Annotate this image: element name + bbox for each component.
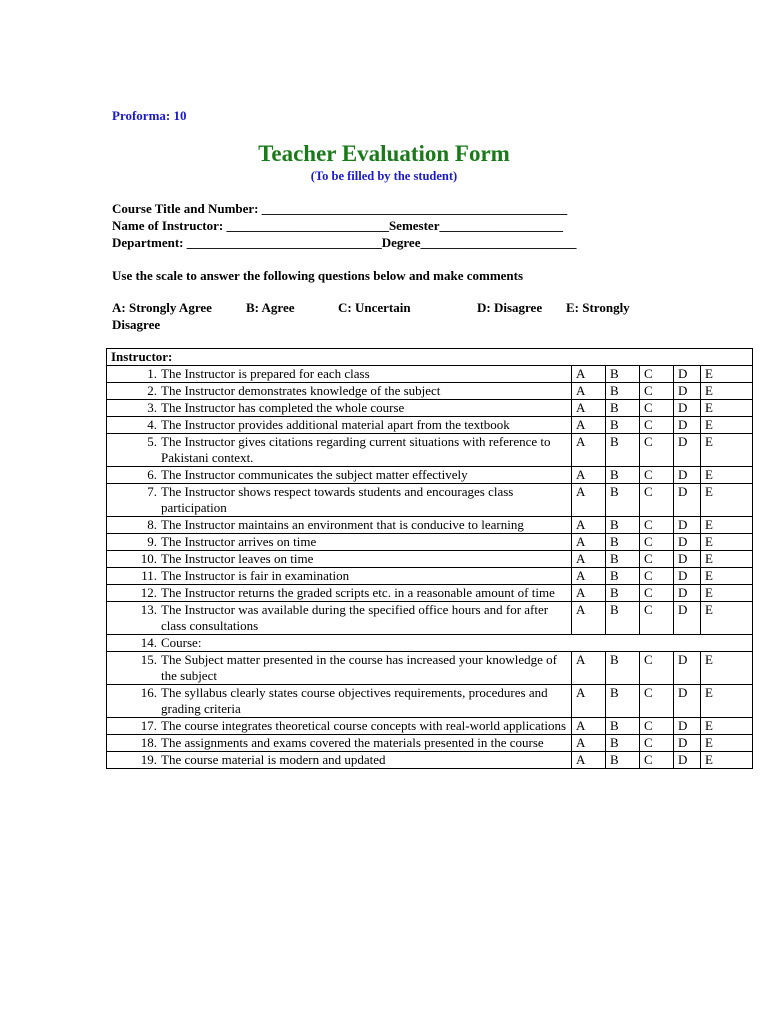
scale-a: A: Strongly Agree — [112, 300, 212, 315]
rating-scale — [112, 300, 672, 333]
question-cell — [107, 585, 572, 602]
question-text: The Instructor shows respect towards students and encourages class participation — [161, 484, 514, 515]
option-c-cell[interactable]: C — [640, 366, 674, 383]
table-row — [107, 400, 753, 417]
option-b-cell[interactable]: B — [606, 602, 640, 635]
option-e-cell[interactable]: E — [701, 752, 753, 769]
option-a-cell[interactable]: A — [572, 568, 606, 585]
course-title-field[interactable]: Course Title and Number: _______________________________________________ — [112, 201, 568, 216]
question-cell — [107, 602, 572, 635]
table-row — [107, 635, 753, 652]
option-e-cell[interactable]: E — [701, 400, 753, 417]
option-a-cell[interactable]: A — [572, 602, 606, 635]
question-number: 4. — [147, 417, 157, 432]
option-e-cell[interactable]: E — [701, 434, 753, 467]
option-e-cell[interactable]: E — [701, 568, 753, 585]
option-b-cell[interactable]: B — [606, 517, 640, 534]
table-row — [107, 585, 753, 602]
question-text: The Instructor communicates the subject matter effectively — [161, 467, 468, 482]
instructor-semester-field[interactable]: Name of Instructor: _________________________Semester___________________ — [112, 218, 563, 233]
question-number: 7. — [147, 484, 157, 499]
proforma-label: Proforma: 10 — [112, 108, 187, 123]
table-row — [107, 484, 753, 517]
section-instructor-label: Instructor: — [107, 349, 753, 366]
question-text: The course integrates theoretical course concepts with real-world applications — [161, 718, 567, 733]
option-e-cell[interactable]: E — [701, 585, 753, 602]
question-number: 15. — [140, 652, 157, 667]
option-b-cell[interactable]: B — [606, 434, 640, 467]
option-d-cell[interactable]: D — [674, 752, 701, 769]
question-number: 8. — [147, 517, 157, 532]
question-text: The Instructor is prepared for each class — [161, 366, 370, 381]
option-e-cell[interactable]: E — [701, 685, 753, 718]
option-a-cell[interactable]: A — [572, 585, 606, 602]
question-text: The Instructor demonstrates knowledge of the subject — [161, 383, 441, 398]
question-cell — [107, 400, 572, 417]
option-e-cell[interactable]: E — [701, 735, 753, 752]
table-row — [107, 534, 753, 551]
option-a-cell[interactable]: A — [572, 484, 606, 517]
option-e-cell[interactable]: E — [701, 467, 753, 484]
option-c-cell[interactable]: C — [640, 484, 674, 517]
option-b-cell[interactable]: B — [606, 366, 640, 383]
option-b-cell[interactable]: B — [606, 383, 640, 400]
question-number: 19. — [140, 752, 157, 767]
question-number: 18. — [140, 735, 157, 750]
option-d-cell[interactable]: D — [674, 718, 701, 735]
question-number: 2. — [147, 383, 157, 398]
option-d-cell[interactable]: D — [674, 417, 701, 434]
option-c-cell[interactable]: C — [640, 467, 674, 484]
option-d-cell[interactable]: D — [674, 585, 701, 602]
option-b-cell[interactable]: B — [606, 400, 640, 417]
table-row — [107, 602, 753, 635]
option-b-cell[interactable]: B — [606, 685, 640, 718]
option-d-cell[interactable]: D — [674, 434, 701, 467]
question-cell — [107, 551, 572, 568]
option-e-cell[interactable]: E — [701, 366, 753, 383]
option-c-cell[interactable]: C — [640, 383, 674, 400]
option-d-cell[interactable]: D — [674, 366, 701, 383]
option-e-cell[interactable]: E — [701, 383, 753, 400]
question-cell — [107, 635, 753, 652]
option-e-cell[interactable]: E — [701, 484, 753, 517]
option-a-cell[interactable]: A — [572, 752, 606, 769]
option-e-cell[interactable]: E — [701, 534, 753, 551]
option-c-cell[interactable]: C — [640, 585, 674, 602]
table-row — [107, 551, 753, 568]
question-cell — [107, 718, 572, 735]
option-c-cell[interactable]: C — [640, 551, 674, 568]
scale-d: D: Disagree — [477, 300, 543, 315]
question-number: 16. — [140, 685, 157, 700]
option-d-cell[interactable]: D — [674, 551, 701, 568]
option-a-cell[interactable]: A — [572, 534, 606, 551]
question-cell — [107, 417, 572, 434]
question-cell — [107, 568, 572, 585]
question-number: 3. — [147, 400, 157, 415]
section-row-instructor — [107, 349, 753, 366]
question-cell — [107, 467, 572, 484]
table-row — [107, 568, 753, 585]
option-e-cell[interactable]: E — [701, 602, 753, 635]
question-cell — [107, 383, 572, 400]
question-text: The Subject matter presented in the course has increased your knowledge of the subject — [161, 652, 557, 683]
option-b-cell[interactable]: B — [606, 652, 640, 685]
option-a-cell[interactable]: A — [572, 383, 606, 400]
instructions-text: Use the scale to answer the following questions below and make comments — [112, 268, 524, 283]
question-number: 6. — [147, 467, 157, 482]
option-b-cell[interactable]: B — [606, 417, 640, 434]
option-b-cell[interactable]: B — [606, 752, 640, 769]
scale-e-cont: Disagree — [112, 317, 161, 332]
question-number: 9. — [147, 534, 157, 549]
option-d-cell[interactable]: D — [674, 735, 701, 752]
question-text: The assignments and exams covered the materials presented in the course — [161, 735, 544, 750]
question-text: The Instructor was available during the specified office hours and for after class consultations — [161, 602, 549, 633]
option-c-cell[interactable]: C — [640, 568, 674, 585]
question-number: 11. — [141, 568, 157, 583]
option-e-cell[interactable]: E — [701, 652, 753, 685]
question-cell — [107, 434, 572, 467]
option-a-cell[interactable]: A — [572, 735, 606, 752]
question-cell — [107, 652, 572, 685]
option-c-cell[interactable]: C — [640, 434, 674, 467]
option-e-cell[interactable]: E — [701, 718, 753, 735]
question-text: The Instructor maintains an environment that is conducive to learning — [161, 517, 524, 532]
option-e-cell[interactable]: E — [701, 417, 753, 434]
table-row — [107, 434, 753, 467]
scale-b: B: Agree — [246, 300, 295, 315]
table-row — [107, 517, 753, 534]
option-a-cell[interactable]: A — [572, 366, 606, 383]
table-row — [107, 383, 753, 400]
question-text: The Instructor provides additional material apart from the textbook — [161, 417, 510, 432]
table-row — [107, 652, 753, 685]
question-number: 17. — [140, 718, 157, 733]
question-cell — [107, 366, 572, 383]
table-row — [107, 685, 753, 718]
question-text: The Instructor leaves on time — [161, 551, 314, 566]
question-number: 1. — [147, 366, 157, 381]
option-b-cell[interactable]: B — [606, 718, 640, 735]
option-b-cell[interactable]: B — [606, 484, 640, 517]
table-row — [107, 366, 753, 383]
scale-e: E: Strongly — [566, 300, 630, 315]
option-c-cell[interactable]: C — [640, 534, 674, 551]
option-a-cell[interactable]: A — [572, 517, 606, 534]
table-row — [107, 417, 753, 434]
option-d-cell[interactable]: D — [674, 602, 701, 635]
question-text: The syllabus clearly states course objectives requirements, procedures and grading criteria — [161, 685, 548, 716]
table-row — [107, 735, 753, 752]
question-text: The Instructor is fair in examination — [161, 568, 350, 583]
question-text: The Instructor gives citations regarding current situations with reference to Pakistani context. — [161, 434, 551, 465]
question-number: 5. — [147, 434, 157, 449]
option-c-cell[interactable]: C — [640, 602, 674, 635]
option-a-cell[interactable]: A — [572, 551, 606, 568]
option-d-cell[interactable]: D — [674, 383, 701, 400]
evaluation-table — [106, 348, 753, 769]
option-a-cell[interactable]: A — [572, 652, 606, 685]
option-b-cell[interactable]: B — [606, 585, 640, 602]
option-b-cell[interactable]: B — [606, 467, 640, 484]
option-a-cell[interactable]: A — [572, 417, 606, 434]
question-cell — [107, 735, 572, 752]
table-row — [107, 467, 753, 484]
option-d-cell[interactable]: D — [674, 652, 701, 685]
option-b-cell[interactable]: B — [606, 534, 640, 551]
scale-c: C: Uncertain — [338, 300, 411, 315]
question-text: The Instructor arrives on time — [161, 534, 317, 549]
option-a-cell[interactable]: A — [572, 718, 606, 735]
option-a-cell[interactable]: A — [572, 400, 606, 417]
question-number: 12. — [140, 585, 157, 600]
option-b-cell[interactable]: B — [606, 568, 640, 585]
question-cell — [107, 685, 572, 718]
option-e-cell[interactable]: E — [701, 551, 753, 568]
option-d-cell[interactable]: D — [674, 685, 701, 718]
question-number: 13. — [140, 602, 157, 617]
question-cell — [107, 517, 572, 534]
question-number: 14. — [140, 635, 157, 650]
option-e-cell[interactable]: E — [701, 517, 753, 534]
option-d-cell[interactable]: D — [674, 484, 701, 517]
option-c-cell[interactable]: C — [640, 718, 674, 735]
option-b-cell[interactable]: B — [606, 551, 640, 568]
question-cell — [107, 484, 572, 517]
option-d-cell[interactable]: D — [674, 517, 701, 534]
question-text: Course: — [161, 635, 202, 650]
option-b-cell[interactable]: B — [606, 735, 640, 752]
option-d-cell[interactable]: D — [674, 568, 701, 585]
option-c-cell[interactable]: C — [640, 417, 674, 434]
question-text: The course material is modern and updated — [161, 752, 386, 767]
question-text: The Instructor has completed the whole course — [161, 400, 405, 415]
question-text: The Instructor returns the graded scripts etc. in a reasonable amount of time — [161, 585, 555, 600]
option-c-cell[interactable]: C — [640, 517, 674, 534]
option-d-cell[interactable]: D — [674, 400, 701, 417]
option-a-cell[interactable]: A — [572, 685, 606, 718]
option-a-cell[interactable]: A — [572, 434, 606, 467]
question-cell — [107, 752, 572, 769]
option-d-cell[interactable]: D — [674, 467, 701, 484]
option-c-cell[interactable]: C — [640, 400, 674, 417]
question-cell — [107, 534, 572, 551]
form-title: Teacher Evaluation Form — [258, 141, 510, 166]
table-row — [107, 752, 753, 769]
option-c-cell[interactable]: C — [640, 652, 674, 685]
option-a-cell[interactable]: A — [572, 467, 606, 484]
form-subtitle: (To be filled by the student) — [310, 169, 458, 183]
table-row — [107, 718, 753, 735]
department-degree-field[interactable]: Department: ______________________________Degree________________________ — [112, 235, 577, 250]
option-c-cell[interactable]: C — [640, 735, 674, 752]
option-c-cell[interactable]: C — [640, 752, 674, 769]
question-number: 10. — [140, 551, 157, 566]
option-d-cell[interactable]: D — [674, 534, 701, 551]
option-c-cell[interactable]: C — [640, 685, 674, 718]
